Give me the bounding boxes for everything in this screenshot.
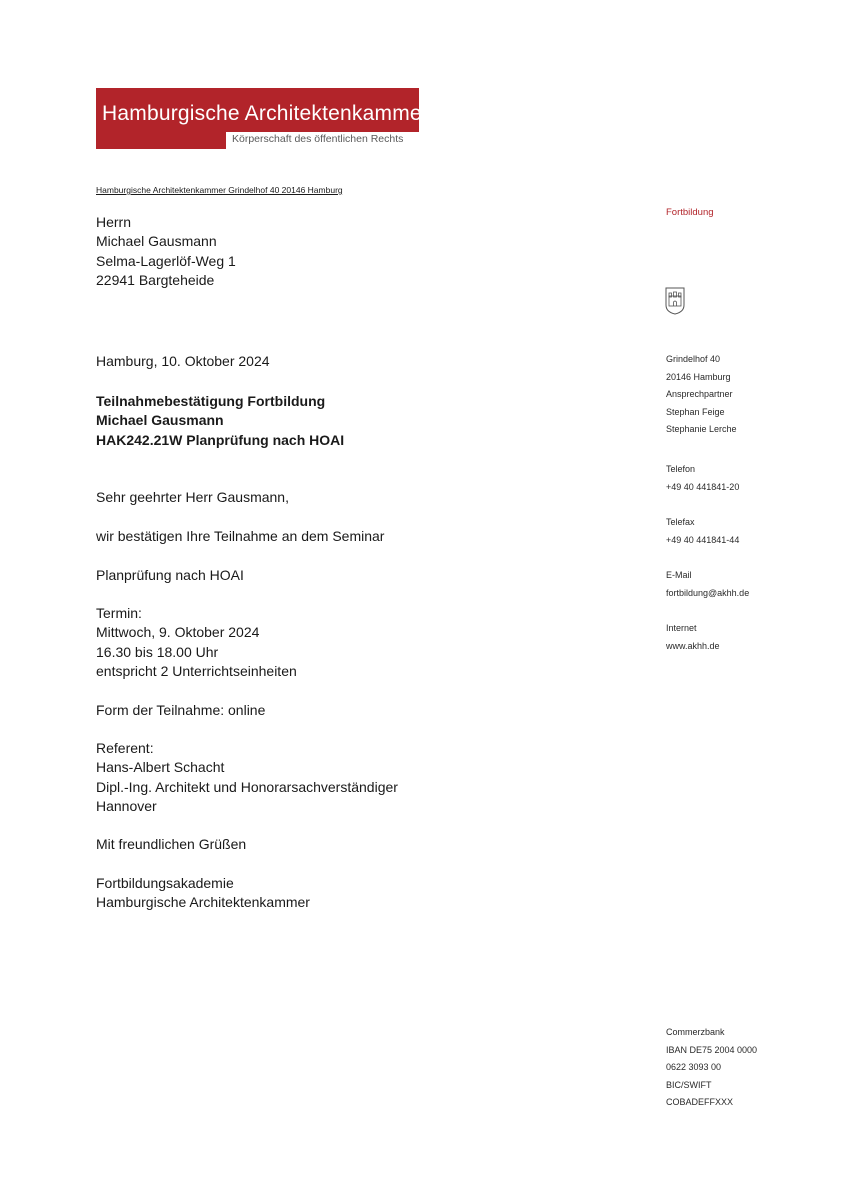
intro-text: wir bestätigen Ihre Teilnahme an dem Seminar — [96, 528, 385, 544]
logo-title: Hamburgische Architektenkammer — [102, 102, 429, 125]
sidebar-iban-line-1: IBAN DE75 2004 0000 — [666, 1044, 758, 1055]
sidebar-address — [666, 351, 737, 439]
sidebar-phone-value: +49 40 441841-20 — [666, 481, 740, 492]
closing: Mit freundlichen Grüßen — [96, 836, 247, 852]
referent-name: Hans-Albert Schacht — [96, 759, 225, 776]
sidebar-contact-1: Stephan Feige — [666, 406, 725, 417]
sidebar-contact-2: Stephanie Lerche — [666, 424, 737, 435]
signature-block — [96, 874, 310, 913]
recipient-street: Selma-Lagerlöf-Weg 1 — [96, 252, 236, 269]
subject-line-2: Michael Gausmann — [96, 412, 224, 429]
date-line: Hamburg, 10. Oktober 2024 — [96, 353, 270, 369]
logo — [96, 88, 429, 149]
termin-units: entspricht 2 Unterrichtseinheiten — [96, 663, 297, 680]
sidebar-fax — [666, 514, 739, 549]
subject-line-3: HAK242.21W Planprüfung nach HOAI — [96, 431, 345, 448]
sidebar-email-value[interactable]: fortbildung@akhh.de — [666, 587, 750, 598]
sidebar-email-label: E-Mail — [666, 570, 692, 580]
sidebar-contact-label: Ansprechpartner — [666, 389, 733, 400]
referent-label: Referent: — [96, 740, 154, 756]
sidebar-address-line-2: 20146 Hamburg — [666, 371, 731, 382]
sidebar-web-label: Internet — [666, 623, 697, 633]
recipient-name: Michael Gausmann — [96, 233, 217, 250]
sidebar-iban-line-2: 0622 3093 00 — [666, 1062, 722, 1073]
sidebar-fax-label: Telefax — [666, 517, 695, 527]
termin-time: 16.30 bis 18.00 Uhr — [96, 643, 219, 660]
subject-line-1: Teilnahmebestätigung Fortbildung — [96, 393, 326, 409]
sidebar-bank — [666, 1024, 757, 1112]
referent-city: Hannover — [96, 798, 157, 815]
hamburg-crest-icon — [665, 287, 685, 315]
sidebar-fax-value: +49 40 441841-44 — [666, 534, 740, 545]
sidebar-email — [666, 567, 749, 602]
sender-return-address: Hamburgische Architektenkammer Grindelhof 40 20146 Hamburg — [96, 185, 343, 195]
signature-line-2: Hamburgische Architektenkammer — [96, 894, 310, 911]
termin-block — [96, 604, 297, 682]
termin-date: Mittwoch, 9. Oktober 2024 — [96, 624, 260, 641]
logo-subtitle-box — [226, 132, 419, 149]
sidebar-address-line-1: Grindelhof 40 — [666, 354, 721, 364]
greeting: Sehr geehrter Herr Gausmann, — [96, 489, 289, 505]
sidebar-phone-label: Telefon — [666, 464, 696, 474]
recipient-address — [96, 213, 236, 291]
sidebar-web-value[interactable]: www.akhh.de — [666, 640, 720, 651]
sidebar-web — [666, 620, 720, 655]
logo-subtitle: Körperschaft des öffentlichen Rechts — [232, 133, 404, 145]
termin-label: Termin: — [96, 605, 142, 621]
sidebar-phone — [666, 461, 739, 496]
referent-title: Dipl.-Ing. Architekt und Honorarsachverständiger — [96, 778, 398, 795]
recipient-city: 22941 Bargteheide — [96, 272, 215, 289]
participation-form: Form der Teilnahme: online — [96, 702, 266, 718]
subject-block — [96, 392, 344, 450]
sidebar-bank-name: Commerzbank — [666, 1027, 725, 1037]
sidebar-bic-label: BIC/SWIFT — [666, 1079, 712, 1090]
recipient-salutation: Herrn — [96, 214, 132, 230]
signature-line-1: Fortbildungsakademie — [96, 875, 234, 891]
referent-block — [96, 739, 398, 817]
seminar-title: Planprüfung nach HOAI — [96, 567, 244, 583]
sidebar-bic-value: COBADEFFXXX — [666, 1097, 734, 1108]
sidebar-department: Fortbildung — [666, 207, 714, 218]
